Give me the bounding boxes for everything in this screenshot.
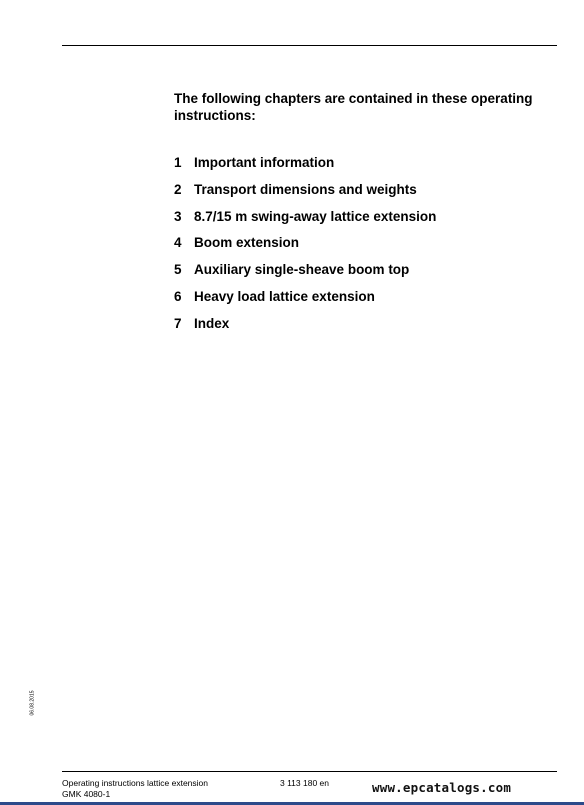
- chapter-number: 5: [174, 262, 182, 278]
- chapter-number: 1: [174, 155, 182, 170]
- chapter-item-6[interactable]: [174, 288, 554, 315]
- chapter-title: Auxiliary single-sheave boom top: [194, 262, 410, 278]
- footer-document-info: [62, 778, 208, 800]
- chapter-item-7[interactable]: [174, 315, 554, 342]
- chapter-item-1[interactable]: [174, 154, 554, 181]
- footer-rule: [62, 771, 557, 772]
- chapter-title: 8.7/15 m swing-away lattice extension: [194, 208, 437, 224]
- chapter-number: 7: [174, 315, 182, 331]
- chapter-item-3[interactable]: [174, 208, 554, 235]
- chapter-number: 2: [174, 181, 182, 197]
- chapter-item-2[interactable]: [174, 181, 554, 208]
- chapter-title: Heavy load lattice extension: [194, 288, 375, 304]
- chapter-number: 3: [174, 208, 182, 224]
- chapter-title: Important information: [194, 155, 335, 170]
- chapter-item-5[interactable]: [174, 261, 554, 288]
- chapter-title: Transport dimensions and weights: [194, 181, 417, 197]
- chapter-list: [174, 154, 554, 342]
- chapter-number: 4: [174, 235, 182, 251]
- side-date-stamp: 06.08.2015: [29, 690, 36, 716]
- chapter-item-4[interactable]: [174, 234, 554, 261]
- intro-line-1: The following chapters are contained in these operating: [174, 91, 533, 106]
- chapter-title: Boom extension: [194, 235, 300, 251]
- intro-text: [174, 90, 554, 124]
- header-rule: [62, 45, 557, 46]
- chapter-number: 6: [174, 288, 182, 304]
- footer-model: GMK 4080-1: [62, 789, 111, 799]
- watermark-link[interactable]: www.epcatalogs.com: [372, 780, 512, 795]
- footer-doc-title: Operating instructions lattice extension: [62, 778, 208, 788]
- chapter-title: Index: [194, 315, 230, 331]
- footer-doc-number: 3 113 180 en: [280, 778, 329, 788]
- intro-line-2: instructions:: [174, 108, 256, 123]
